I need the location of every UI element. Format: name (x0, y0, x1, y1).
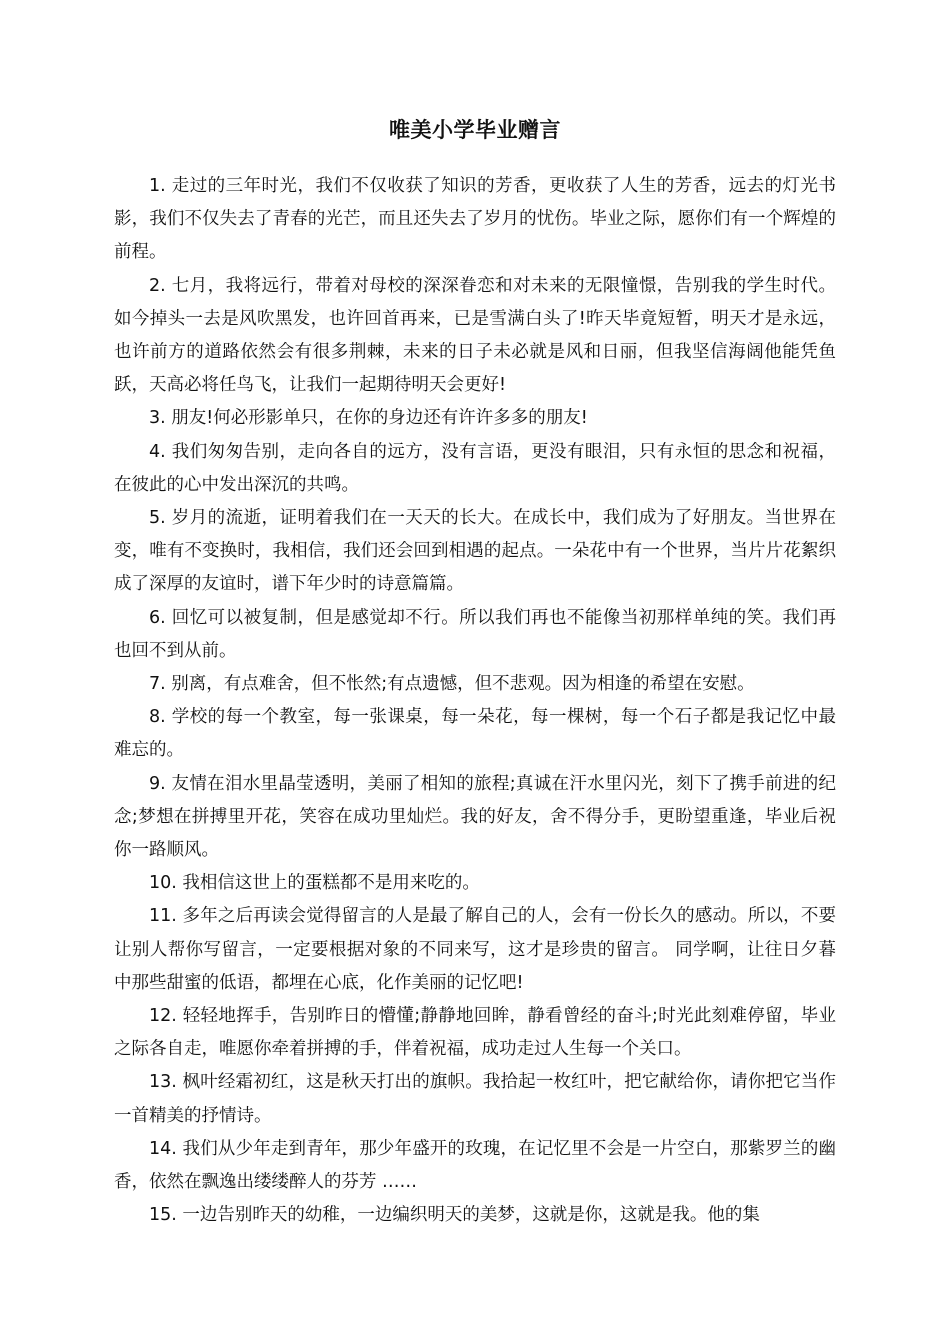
paragraph-6: 6. 回忆可以被复制，但是感觉却不行。所以我们再也不能像当初那样单纯的笑。我们再也回不到从前。 (114, 607, 836, 661)
paragraph-3: 3. 朋友!何必形影单只，在你的身边还有许许多多的朋友! (149, 408, 588, 429)
document-body (114, 170, 836, 1233)
paragraph-5: 5. 岁月的流逝，证明着我们在一天天的长大。在成长中，我们成为了好朋友。当世界在变，唯有不变换时，我相信，我们还会回到相遇的起点。一朵花中有一个世界，当片片花絮织成了深厚的友谊时，谱下年少时的诗意篇篇。 (114, 508, 836, 595)
paragraph-2: 2. 七月，我将远行，带着对母校的深深眷恋和对未来的无限憧憬，告别我的学生时代。如今掉头一去是风吹黑发，也许回首再来，已是雪满白头了!昨天毕竟短暂，明天才是永远，也许前方的道路依然会有很多荆棘，未来的日子未必就是风和日丽，但我坚信海阔他能凭鱼跃，天高必将任鸟飞，让我们一起期待明天会更好! (114, 275, 836, 396)
paragraph-15: 15. 一边告别昨天的幼稚，一边编织明天的美梦，这就是你，这就是我。他的集 (149, 1205, 760, 1226)
document-title: 唯美小学毕业赠言 (389, 118, 561, 142)
paragraph-14: 14. 我们从少年走到青年，那少年盛开的玫瑰，在记忆里不会是一片空白，那紫罗兰的幽香，依然在飘逸出缕缕醉人的芬芳 …… (114, 1138, 836, 1193)
paragraph-4: 4. 我们匆匆告别，走向各自的远方，没有言语，更没有眼泪，只有永恒的思念和祝福，在彼此的心中发出深沉的共鸣。 (114, 441, 836, 495)
paragraph-12: 12. 轻轻地挥手，告别昨日的懵懂;静静地回眸，静看曾经的奋斗;时光此刻难停留，毕业之际各自走，唯愿你牵着拼搏的手，伴着祝福，成功走过人生每一个关口。 (114, 1006, 836, 1060)
paragraph-11: 11. 多年之后再读会觉得留言的人是最了解自己的人，会有一份长久的感动。所以，不要让别人帮你写留言，一定要根据对象的不同来写，这才是珍贵的留言。 同学啊，让往日夕暮中那些甜蜜的低语，都埋在心底，化作美丽的记忆吧! (114, 906, 836, 993)
paragraph-13: 13. 枫叶经霜初红，这是秋天打出的旗帜。我拾起一枚红叶，把它献给你，请你把它当作一首精美的抒情诗。 (114, 1072, 836, 1126)
paragraph-8: 8. 学校的每一个教室，每一张课桌，每一朵花，每一棵树，每一个石子都是我记忆中最难忘的。 (114, 707, 836, 761)
paragraph-9: 9. 友情在泪水里晶莹透明，美丽了相知的旅程;真诚在汗水里闪光，刻下了携手前进的纪念;梦想在拼搏里开花，笑容在成功里灿烂。我的好友，舍不得分手，更盼望重逢，毕业后祝你一路顺风。 (114, 773, 836, 861)
paragraph-10: 10. 我相信这世上的蛋糕都不是用来吃的。 (149, 873, 480, 894)
paragraph-1: 1. 走过的三年时光，我们不仅收获了知识的芳香，更收获了人生的芳香，远去的灯光书影，我们不仅失去了青春的光芒，而且还失去了岁月的忧伤。毕业之际，愿你们有一个辉煌的前程。 (114, 176, 836, 263)
paragraph-7: 7. 别离，有点难舍，但不怅然;有点遗憾，但不悲观。因为相逢的希望在安慰。 (149, 674, 755, 695)
